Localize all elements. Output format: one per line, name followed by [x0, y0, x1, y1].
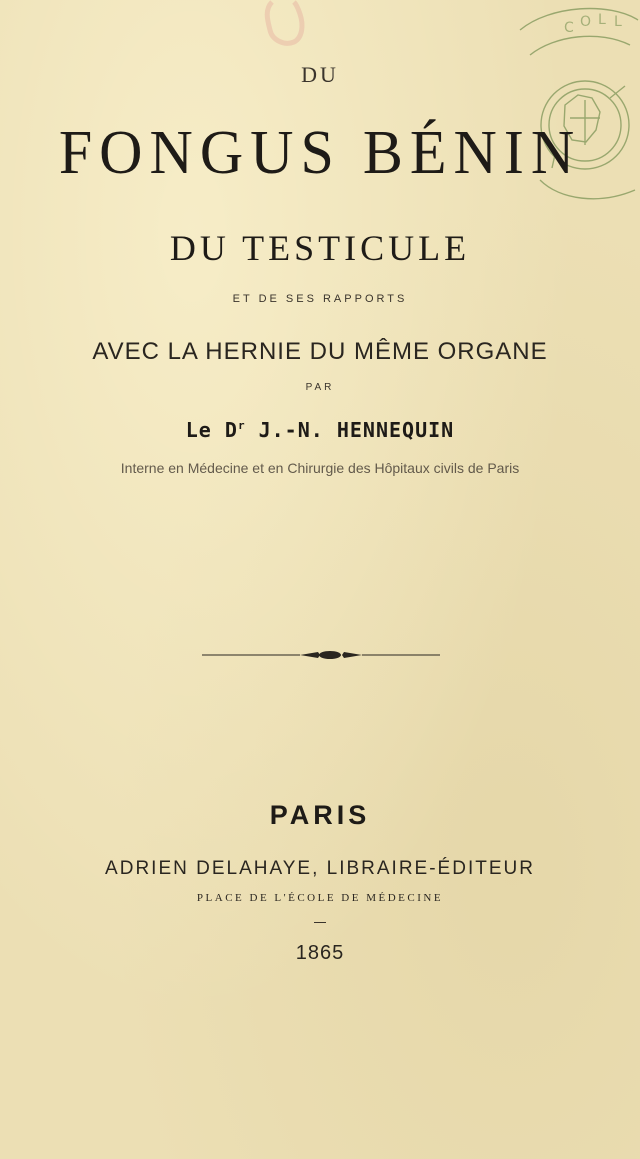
affiliation-line: Interne en Médecine et en Chirurgie des Hôpitaux civils de Paris — [120, 460, 520, 476]
publisher-line: ADRIEN DELAHAYE, LIBRAIRE-ÉDITEUR — [105, 858, 535, 879]
par-line: PAR — [305, 382, 335, 393]
avec-line: AVEC LA HERNIE DU MÊME ORGANE — [92, 338, 548, 365]
svg-text:L: L — [598, 12, 606, 28]
svg-text:L: L — [614, 14, 622, 30]
author-line — [0, 418, 640, 442]
rapports-line: ET DE SES RAPPORTS — [232, 293, 408, 305]
svg-text:O: O — [580, 14, 592, 30]
author-sup: r — [237, 419, 246, 432]
author-prefix: Le D — [185, 418, 238, 442]
title-prefix: DU — [301, 62, 339, 87]
address-line: PLACE DE L'ÉCOLE DE MÉDECINE — [196, 892, 444, 904]
main-title: FONGUS BÉNIN — [58, 117, 582, 187]
ink-blot-mark — [250, 0, 320, 55]
city-line: PARIS — [269, 800, 371, 830]
year-line: 1865 — [295, 942, 345, 964]
subtitle: DU TESTICULE — [169, 228, 471, 268]
svg-text:C: C — [564, 20, 574, 36]
divider-dash — [314, 922, 326, 923]
ornamental-rule — [0, 648, 640, 662]
author-name: J.-N. HENNEQUIN — [245, 418, 455, 442]
